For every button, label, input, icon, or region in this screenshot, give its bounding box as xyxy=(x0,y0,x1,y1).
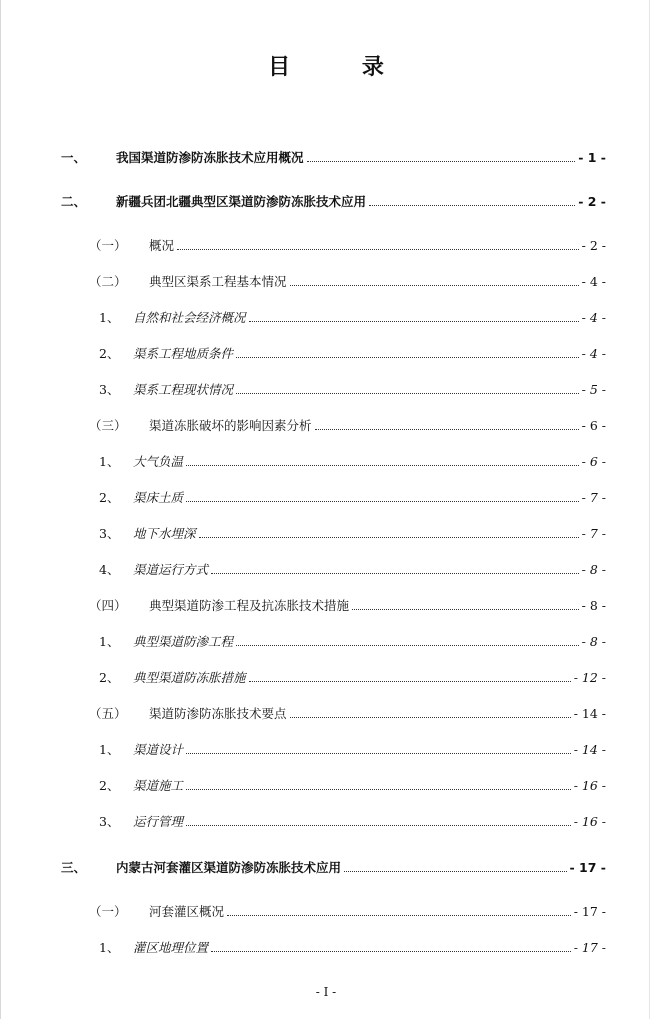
toc-entry-number: 1、 xyxy=(99,634,120,649)
toc-entry[interactable] xyxy=(61,856,606,876)
toc-entry-page: - 8 - xyxy=(581,634,606,649)
toc-entry[interactable] xyxy=(99,666,606,686)
toc-entry-title: 渠床土质 xyxy=(133,490,184,505)
toc-entry-title: 新疆兵团北疆典型区渠道防渗防冻胀技术应用 xyxy=(116,194,367,209)
toc-entry-page: - 7 - xyxy=(581,490,606,505)
toc-dot-leader xyxy=(236,356,579,358)
toc-entry-title: 渠道设计 xyxy=(133,742,184,757)
toc-entry[interactable] xyxy=(99,522,606,542)
toc-entry-page: - 17 - xyxy=(573,904,606,919)
toc-entry-number: 1、 xyxy=(99,940,120,955)
toc-entry-title: 渠道防渗防冻胀技术要点 xyxy=(149,706,287,721)
toc-entry-page: - 14 - xyxy=(573,706,606,721)
toc-entry-page: - 16 - xyxy=(573,778,606,793)
toc-dot-leader xyxy=(186,788,571,790)
footer-page-number: - I - xyxy=(315,985,337,999)
toc-entry[interactable] xyxy=(99,486,606,506)
toc-entry-title: 典型渠道防渗工程及抗冻胀技术措施 xyxy=(149,598,350,613)
toc-entry-page: - 1 - xyxy=(578,150,606,165)
toc-entry-title: 典型渠道防冻胀措施 xyxy=(133,670,246,685)
toc-entry-page: - 17 - xyxy=(569,860,606,875)
toc-entry[interactable] xyxy=(99,306,606,326)
toc-entry-title: 渠道运行方式 xyxy=(133,562,209,577)
toc-entry[interactable] xyxy=(89,270,606,290)
toc-dot-leader xyxy=(186,464,579,466)
toc-entry-title: 河套灌区概况 xyxy=(149,904,225,919)
toc-entry-page: - 6 - xyxy=(581,418,606,433)
toc-dot-leader xyxy=(236,644,579,646)
toc-entry-number: （二） xyxy=(89,274,127,289)
toc-entry-number: 3、 xyxy=(99,382,120,397)
toc-dot-leader xyxy=(199,536,579,538)
toc-entry-number: （一） xyxy=(89,238,127,253)
toc-dot-leader xyxy=(307,160,576,162)
toc-entry-page: - 14 - xyxy=(573,742,606,757)
toc-entry-page: - 4 - xyxy=(581,310,606,325)
toc-dot-leader xyxy=(352,608,579,610)
toc-entry-page: - 8 - xyxy=(581,598,606,613)
toc-entry-title: 典型渠道防渗工程 xyxy=(133,634,234,649)
toc-dot-leader xyxy=(344,870,567,872)
toc-dot-leader xyxy=(236,392,579,394)
toc-dot-leader xyxy=(249,680,571,682)
toc-entry-title: 概况 xyxy=(149,238,175,253)
toc-dot-leader xyxy=(315,428,579,430)
toc-entry-page: - 2 - xyxy=(578,194,606,209)
toc-dot-leader xyxy=(186,824,571,826)
toc-entry-page: - 8 - xyxy=(581,562,606,577)
toc-entry-page: - 6 - xyxy=(581,454,606,469)
toc-entry[interactable] xyxy=(99,342,606,362)
toc-entry-title: 渠系工程现状情况 xyxy=(133,382,234,397)
toc-entry-number: 一、 xyxy=(61,150,87,165)
toc-entry-number: （四） xyxy=(89,598,127,613)
toc-dot-leader xyxy=(186,500,579,502)
toc-entry-page: - 7 - xyxy=(581,526,606,541)
toc-dot-leader xyxy=(177,248,579,250)
toc-entry-number: （三） xyxy=(89,418,127,433)
toc-dot-leader xyxy=(186,752,571,754)
toc-entry[interactable] xyxy=(99,738,606,758)
toc-entry[interactable] xyxy=(99,630,606,650)
toc-entry[interactable] xyxy=(89,414,606,434)
toc-entry-title: 运行管理 xyxy=(133,814,184,829)
toc-dot-leader xyxy=(227,914,571,916)
toc-entry-number: 4、 xyxy=(99,562,120,577)
toc-entry-number: （一） xyxy=(89,904,127,919)
toc-entry-title: 典型区渠系工程基本情况 xyxy=(149,274,287,289)
toc-entry-page: - 4 - xyxy=(581,274,606,289)
toc-entry-page: - 4 - xyxy=(581,346,606,361)
toc-dot-leader xyxy=(290,716,571,718)
toc-entry[interactable] xyxy=(89,702,606,722)
toc-entry-number: 1、 xyxy=(99,454,120,469)
page-title: 目 录 xyxy=(268,55,416,80)
toc-entry-number: （五） xyxy=(89,706,127,721)
toc-entry[interactable] xyxy=(99,774,606,794)
toc-entry-page: - 5 - xyxy=(581,382,606,397)
toc-entry[interactable] xyxy=(99,450,606,470)
toc-entry-page: - 17 - xyxy=(573,940,606,955)
toc-entry[interactable] xyxy=(89,594,606,614)
toc-dot-leader xyxy=(290,284,579,286)
toc-entry-number: 3、 xyxy=(99,526,120,541)
toc-entry-title: 渠道施工 xyxy=(133,778,184,793)
toc-entry-title: 渠系工程地质条件 xyxy=(133,346,234,361)
toc-entry-page: - 2 - xyxy=(581,238,606,253)
toc-entry-number: 2、 xyxy=(99,778,120,793)
toc-entry-title: 大气负温 xyxy=(133,454,184,469)
toc-dot-leader xyxy=(211,950,571,952)
toc-entry[interactable] xyxy=(61,146,606,166)
toc-dot-leader xyxy=(369,204,575,206)
toc-entry-title: 内蒙古河套灌区渠道防渗防冻胀技术应用 xyxy=(116,860,342,875)
toc-entry[interactable] xyxy=(61,190,606,210)
toc-entry[interactable] xyxy=(99,378,606,398)
toc-entry-number: 二、 xyxy=(61,194,87,209)
toc-entry[interactable] xyxy=(99,558,606,578)
toc-entry-title: 地下水埋深 xyxy=(133,526,196,541)
toc-entry-title: 渠道冻胀破坏的影响因素分析 xyxy=(149,418,312,433)
toc-entry-number: 三、 xyxy=(61,860,87,875)
toc-entry-title: 我国渠道防渗防冻胀技术应用概况 xyxy=(116,150,304,165)
toc-entry-number: 2、 xyxy=(99,490,120,505)
toc-entry-page: - 12 - xyxy=(573,670,606,685)
toc-entry-number: 1、 xyxy=(99,310,120,325)
toc-entry[interactable] xyxy=(99,936,606,956)
toc-entry-title: 自然和社会经济概况 xyxy=(133,310,246,325)
toc-entry[interactable] xyxy=(89,900,606,920)
toc-entry-number: 2、 xyxy=(99,346,120,361)
toc-entry-number: 2、 xyxy=(99,670,120,685)
toc-entry-page: - 16 - xyxy=(573,814,606,829)
toc-dot-leader xyxy=(211,572,579,574)
toc-dot-leader xyxy=(249,320,579,322)
toc-entry-number: 3、 xyxy=(99,814,120,829)
toc-entry[interactable] xyxy=(99,810,606,830)
toc-entry-number: 1、 xyxy=(99,742,120,757)
toc-entry-title: 灌区地理位置 xyxy=(133,940,209,955)
toc-entry[interactable] xyxy=(89,234,606,254)
